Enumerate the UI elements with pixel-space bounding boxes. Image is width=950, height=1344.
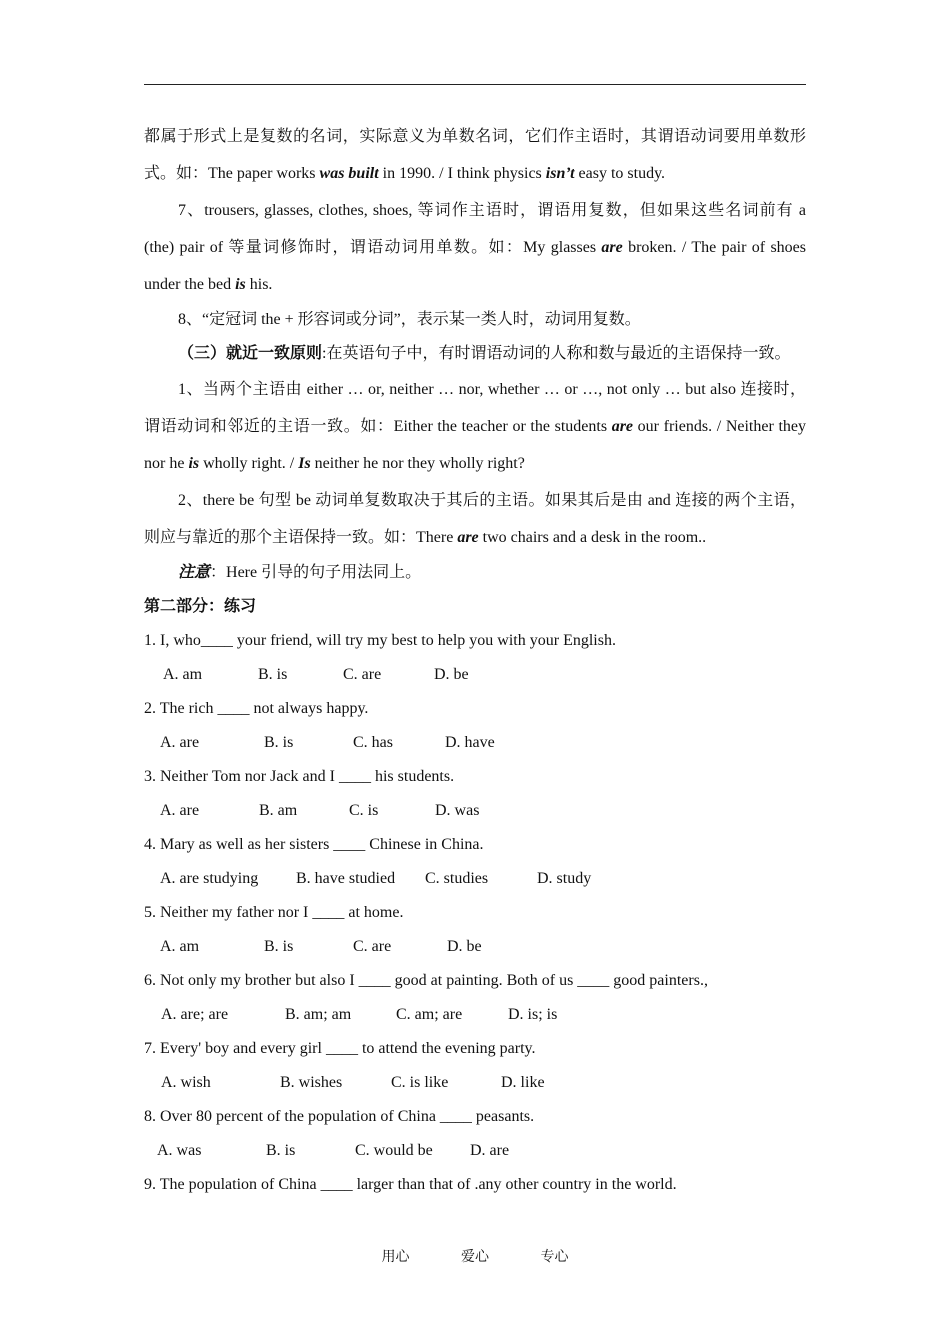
paragraph-proximity-rule-2: 2、there be 句型 be 动词单复数取决于其后的主语。如果其后是由 and 连接的两个主语，则应与靠近的那个主语保持一致。如：There are two chairs and a desk in the room.. [144,492,806,546]
option-c[interactable]: C. is like [391,1074,449,1091]
document-body [144,118,806,1202]
question-7: 7. Every' boy and every girl ____ to attend the evening party. [144,1040,536,1057]
question-6: 6. Not only my brother but also I ____ good at painting. Both of us ____ good painters., [144,972,708,989]
option-b[interactable]: B. wishes [280,1074,343,1091]
option-b[interactable]: B. is [258,666,288,683]
question-5: 5. Neither my father nor I ____ at home. [144,904,404,921]
option-b[interactable]: B. have studied [296,870,396,887]
question-2: 2. The rich ____ not always happy. [144,700,369,717]
footer-word: 用心 [381,1250,410,1265]
option-a[interactable]: A. am [160,938,200,955]
paragraph-rule-7: 7、trousers, glasses, clothes, shoes, 等词作主语时，谓语用复数，但如果这些名词前有 a (the) pair of 等量词修饰时，谓语动词用单数。如：My glasses are broken. / The pair of shoes under the bed is his. [144,202,807,293]
paragraph-proximity-principle: （三）就近一致原则:在英语句子中，有时谓语动词的人称和数与最近的主语保持一致。 [178,345,791,362]
section-title-exercises: 第二部分：练习 [144,598,257,615]
question-9: 9. The population of China ____ larger than that of .any other country in the world. [144,1176,677,1193]
paragraph-plural-form-nouns: 都属于形式上是复数的名词，实际意义为单数名词，它们作主语时，其谓语动词要用单数形式。如：The paper works was built in 1990. / I think physics isn’t easy to study. [144,128,806,182]
header-rule [144,84,806,85]
option-b[interactable]: B. am [259,802,298,819]
options-row [144,794,806,828]
option-d[interactable]: D. study [537,870,592,887]
option-c[interactable]: C. has [353,734,393,751]
option-d[interactable]: D. like [501,1074,545,1091]
page-footer [0,1246,950,1266]
option-d[interactable]: D. are [470,1142,510,1159]
paragraph-proximity-rule-1: 1、当两个主语由 either … or, neither … nor, whether … or …, not only … but also 连接时，谓语动词和邻近的主语一致。如：Either the teacher or the students are our friends. / Neither they nor he is wholly right. / Is neither he nor they wholly right? [144,381,806,472]
question-8: 8. Over 80 percent of the population of China ____ peasants. [144,1108,535,1125]
option-b[interactable]: B. is [264,734,294,751]
options-row [144,930,806,964]
options-row [144,726,806,760]
options-row [144,998,806,1032]
option-d[interactable]: D. be [447,938,482,955]
option-a[interactable]: A. are studying [160,870,259,887]
option-d[interactable]: D. is; is [508,1006,558,1023]
paragraph-note: 注意：Here 引导的句子用法同上。 [178,564,422,581]
option-c[interactable]: C. would be [355,1142,433,1159]
section-heading-proximity: （三）就近一致原则 [178,345,323,362]
option-a[interactable]: A. am [163,666,203,683]
question-1: 1. I, who____ your friend, will try my best to help you with your English. [144,632,616,649]
options-row [144,658,806,692]
option-b[interactable]: B. am; am [285,1006,352,1023]
option-d[interactable]: D. was [435,802,480,819]
option-a[interactable]: A. are; are [161,1006,229,1023]
option-a[interactable]: A. was [157,1142,202,1159]
options-row [144,1066,806,1100]
option-b[interactable]: B. is [266,1142,296,1159]
option-a[interactable]: A. are [160,802,200,819]
paragraph-rule-8: 8、“定冠词 the + 形容词或分词”，表示某一类人时，动词用复数。 [178,311,641,328]
option-a[interactable]: A. are [160,734,200,751]
option-c[interactable]: C. studies [425,870,489,887]
option-d[interactable]: D. be [434,666,469,683]
options-row [144,862,806,896]
option-c[interactable]: C. is [349,802,379,819]
option-c[interactable]: C. are [343,666,382,683]
option-a[interactable]: A. wish [161,1074,211,1091]
footer-word: 专心 [540,1250,569,1265]
footer-word: 爱心 [461,1250,489,1265]
option-d[interactable]: D. have [445,734,495,751]
option-c[interactable]: C. am; are [396,1006,463,1023]
options-row [144,1134,806,1168]
question-4: 4. Mary as well as her sisters ____ Chinese in China. [144,836,484,853]
option-b[interactable]: B. is [264,938,294,955]
option-c[interactable]: C. are [353,938,392,955]
question-3: 3. Neither Tom nor Jack and I ____ his students. [144,768,455,785]
